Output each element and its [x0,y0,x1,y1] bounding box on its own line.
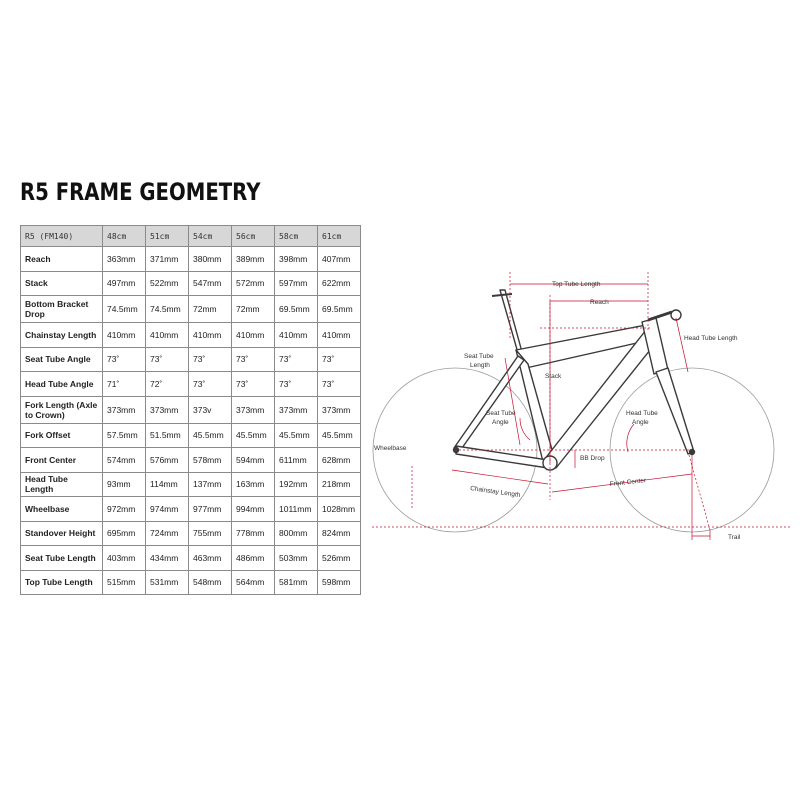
table-cell: 163mm [232,472,275,497]
table-cell: 57.5mm [103,423,146,448]
table-cell: 73˚ [189,347,232,372]
table-header-size: 58cm [275,226,318,247]
table-cell: 218mm [318,472,361,497]
table-cell: 71˚ [103,372,146,397]
table-cell: 73˚ [275,372,318,397]
table-header-size: 54cm [189,226,232,247]
table-cell: 526mm [318,546,361,571]
label-chainstay-length: Chainstay Length [469,485,521,500]
row-label: Seat Tube Length [21,546,103,571]
label-head-tube-length: Head Tube Length [684,335,738,342]
row-label: Head Tube Length [21,472,103,497]
fork [656,368,694,454]
row-label: Wheelbase [21,497,103,522]
table-cell: 755mm [189,521,232,546]
table-cell: 574mm [103,448,146,473]
table-cell: 363mm [103,247,146,272]
row-label: Fork Length (Axle to Crown) [21,396,103,423]
table-header-size: 51cm [146,226,189,247]
table-cell: 45.5mm [189,423,232,448]
table-cell: 800mm [275,521,318,546]
table-cell: 410mm [103,323,146,348]
table-cell: 597mm [275,271,318,296]
table-cell: 410mm [232,323,275,348]
table-cell: 778mm [232,521,275,546]
table-cell: 73˚ [318,372,361,397]
bike-frame [454,290,695,470]
table-cell: 410mm [318,323,361,348]
table-cell: 463mm [189,546,232,571]
label-seat-tube-length-2: Length [470,362,490,369]
table-cell: 410mm [275,323,318,348]
table-cell: 994mm [232,497,275,522]
label-stack: Stack [545,373,562,380]
row-label: Chainstay Length [21,323,103,348]
label-head-tube-angle-1: Head Tube [626,410,658,417]
table-cell: 594mm [232,448,275,473]
diagram-labels [374,281,741,541]
chain-stay [456,446,548,468]
label-seat-tube-length-1: Seat Tube [464,353,494,360]
table-cell: 93mm [103,472,146,497]
table-cell: 403mm [103,546,146,571]
label-head-tube-angle-2: Angle [632,419,649,426]
label-seat-tube-angle-2: Angle [492,419,509,426]
table-cell: 564mm [232,570,275,595]
table-cell: 598mm [318,570,361,595]
stem [648,312,672,320]
table-cell: 1011mm [275,497,318,522]
row-label: Stack [21,271,103,296]
dimension-lines [372,272,790,540]
label-top-tube-length: Top Tube Length [552,281,601,288]
table-cell: 69.5mm [318,296,361,323]
table-cell: 380mm [189,247,232,272]
table-cell: 137mm [189,472,232,497]
table-cell: 1028mm [318,497,361,522]
table-cell: 972mm [103,497,146,522]
label-bb-drop: BB Drop [580,455,605,462]
seat-stay [454,356,524,448]
table-cell: 695mm [103,521,146,546]
table-cell: 192mm [275,472,318,497]
table-cell: 73˚ [318,347,361,372]
table-cell: 611mm [275,448,318,473]
table-cell: 497mm [103,271,146,296]
table-cell: 486mm [232,546,275,571]
table-cell: 628mm [318,448,361,473]
table-cell: 531mm [146,570,189,595]
head-tube-length-line [676,318,688,372]
table-header-size: 56cm [232,226,275,247]
table-cell: 373mm [232,396,275,423]
table-cell: 724mm [146,521,189,546]
table-cell: 73˚ [232,372,275,397]
table-cell: 373mm [146,396,189,423]
table-cell: 622mm [318,271,361,296]
table-cell: 373v [189,396,232,423]
table-cell: 581mm [275,570,318,595]
label-reach: Reach [590,299,609,306]
table-cell: 72˚ [146,372,189,397]
row-label: Fork Offset [21,423,103,448]
row-label: Bottom Bracket Drop [21,296,103,323]
table-cell: 373mm [318,396,361,423]
table-header-size: 61cm [318,226,361,247]
front-axle [690,450,695,455]
table-cell: 434mm [146,546,189,571]
table-cell: 410mm [189,323,232,348]
table-cell: 576mm [146,448,189,473]
table-cell: 410mm [146,323,189,348]
seat-post [500,290,522,353]
row-label: Head Tube Angle [21,372,103,397]
row-label: Front Center [21,448,103,473]
table-cell: 73˚ [189,372,232,397]
table-cell: 45.5mm [318,423,361,448]
label-seat-tube-angle-1: Seat Tube [486,410,516,417]
table-cell: 74.5mm [146,296,189,323]
table-cell: 72mm [232,296,275,323]
table-header-size: 48cm [103,226,146,247]
table-cell: 407mm [318,247,361,272]
table-cell: 503mm [275,546,318,571]
table-cell: 977mm [189,497,232,522]
table-cell: 74.5mm [103,296,146,323]
label-wheelbase: Wheelbase [374,445,407,452]
table-cell: 45.5mm [275,423,318,448]
table-cell: 373mm [103,396,146,423]
table-cell: 824mm [318,521,361,546]
table-cell: 548mm [189,570,232,595]
table-cell: 72mm [189,296,232,323]
table-cell: 572mm [232,271,275,296]
row-label: Standover Height [21,521,103,546]
table-cell: 69.5mm [275,296,318,323]
table-cell: 73˚ [275,347,318,372]
table-cell: 73˚ [103,347,146,372]
table-cell: 547mm [189,271,232,296]
table-cell: 974mm [146,497,189,522]
table-cell: 114mm [146,472,189,497]
saddle [492,294,512,296]
table-cell: 73˚ [146,347,189,372]
table-cell: 371mm [146,247,189,272]
table-header-model: R5 (FM140) [21,226,103,247]
row-label: Top Tube Length [21,570,103,595]
page-title: R5 FRAME GEOMETRY [20,178,261,206]
table-cell: 389mm [232,247,275,272]
label-front-center: Front Center [609,477,647,488]
table-cell: 398mm [275,247,318,272]
seat-tube-angle-arc [520,418,530,440]
label-trail: Trail [728,534,741,541]
table-cell: 73˚ [232,347,275,372]
table-cell: 578mm [189,448,232,473]
table-cell: 45.5mm [232,423,275,448]
head-tube-angle-arc [627,424,634,452]
row-label: Reach [21,247,103,272]
table-cell: 515mm [103,570,146,595]
table-cell: 373mm [275,396,318,423]
table-cell: 51.5mm [146,423,189,448]
row-label: Seat Tube Angle [21,347,103,372]
table-cell: 522mm [146,271,189,296]
